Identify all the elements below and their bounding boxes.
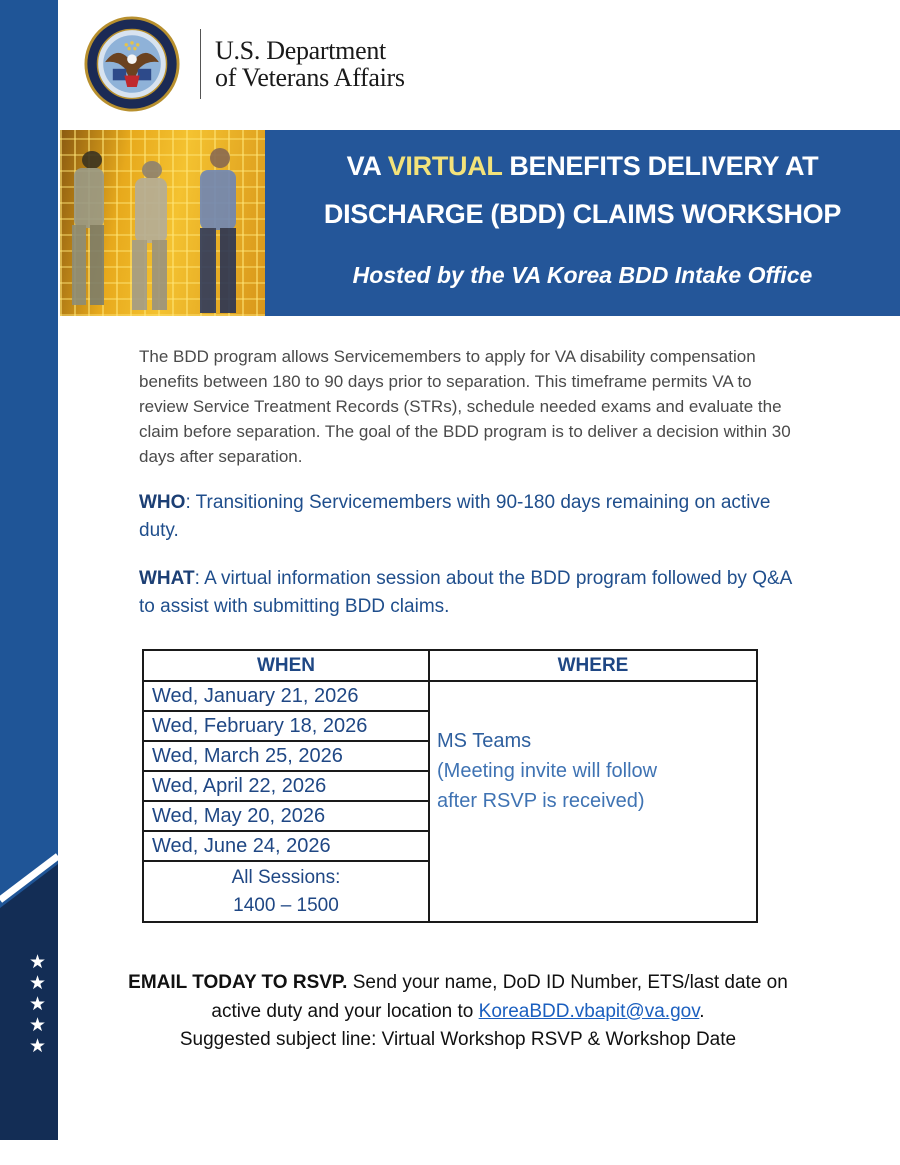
session-date: Wed, February 18, 2026: [143, 711, 429, 741]
star-icon: ★: [29, 1035, 47, 1057]
what-label: WHAT: [139, 568, 195, 589]
table-row: [143, 681, 757, 711]
table-header-row: [143, 650, 757, 681]
star-icon: ★: [29, 951, 47, 973]
va-seal-icon: [84, 16, 180, 112]
star-icon: ★: [29, 1014, 47, 1036]
session-date: Wed, May 20, 2026: [143, 801, 429, 831]
title-banner: [60, 130, 900, 316]
who-label: WHO: [139, 492, 186, 513]
stars-decoration: [29, 952, 46, 1056]
all-sessions-time: 1400 – 1500: [233, 894, 339, 916]
hosted-by-subtitle: Hosted by the VA Korea BDD Intake Office: [352, 262, 813, 288]
star-icon: ★: [29, 972, 47, 994]
star-icon: ★: [29, 993, 47, 1015]
all-sessions-label: All Sessions:: [231, 866, 341, 888]
session-date: Wed, March 25, 2026: [143, 741, 429, 771]
where-header: WHERE: [429, 650, 757, 681]
department-name: U.S. Department of Veterans Affairs: [215, 36, 405, 92]
session-date: Wed, January 21, 2026: [143, 681, 429, 711]
where-cell: [429, 681, 757, 922]
when-header: WHEN: [143, 650, 429, 681]
meeting-note-line1: (Meeting invite will follow: [437, 760, 658, 782]
session-time-cell: [143, 861, 429, 922]
virtual-highlight: VIRTUAL: [387, 151, 503, 181]
meeting-platform: MS Teams: [437, 730, 532, 752]
rsvp-email-link[interactable]: KoreaBDD.vbapit@va.gov: [478, 1000, 700, 1022]
schedule-table: [142, 649, 758, 923]
suggested-subject-line: Suggested subject line: Virtual Workshop RSVP & Workshop Date: [179, 1029, 737, 1050]
servicemembers-photo: [60, 130, 265, 316]
va-logo-header: [84, 14, 405, 114]
meeting-note-line2: after RSVP is received): [437, 790, 645, 812]
program-description: The BDD program allows Servicemembers to apply for VA disability compensation benefits between 180 to 90 days prior to separation. This timeframe permits VA to review Service Treatment Records (STRs), schedule needed exams and evaluate the claim before separation. The goal of the BDD program is to deliver a decision within 30 days after separation.: [139, 347, 791, 466]
logo-divider: [200, 29, 201, 99]
session-date: Wed, April 22, 2026: [143, 771, 429, 801]
who-section: WHO: Transitioning Servicemembers with 90-180 days remaining on active duty.: [139, 492, 771, 541]
rsvp-instructions: EMAIL TODAY TO RSVP. Send your name, DoD ID Number, ETS/last date on active duty and your location to KoreaBDD.vbapit@va.gov. Suggested subject line: Virtual Workshop RSVP & Workshop Date: [118, 969, 798, 1055]
rsvp-lead: EMAIL TODAY TO RSVP.: [128, 972, 348, 993]
workshop-title: VA VIRTUAL BENEFITS DELIVERY AT DISCHARGE (BDD) CLAIMS WORKSHOP: [323, 151, 842, 229]
what-section: WHAT: A virtual information session about the BDD program followed by Q&A to assist with submitting BDD claims.: [139, 568, 792, 617]
session-date: Wed, June 24, 2026: [143, 831, 429, 861]
